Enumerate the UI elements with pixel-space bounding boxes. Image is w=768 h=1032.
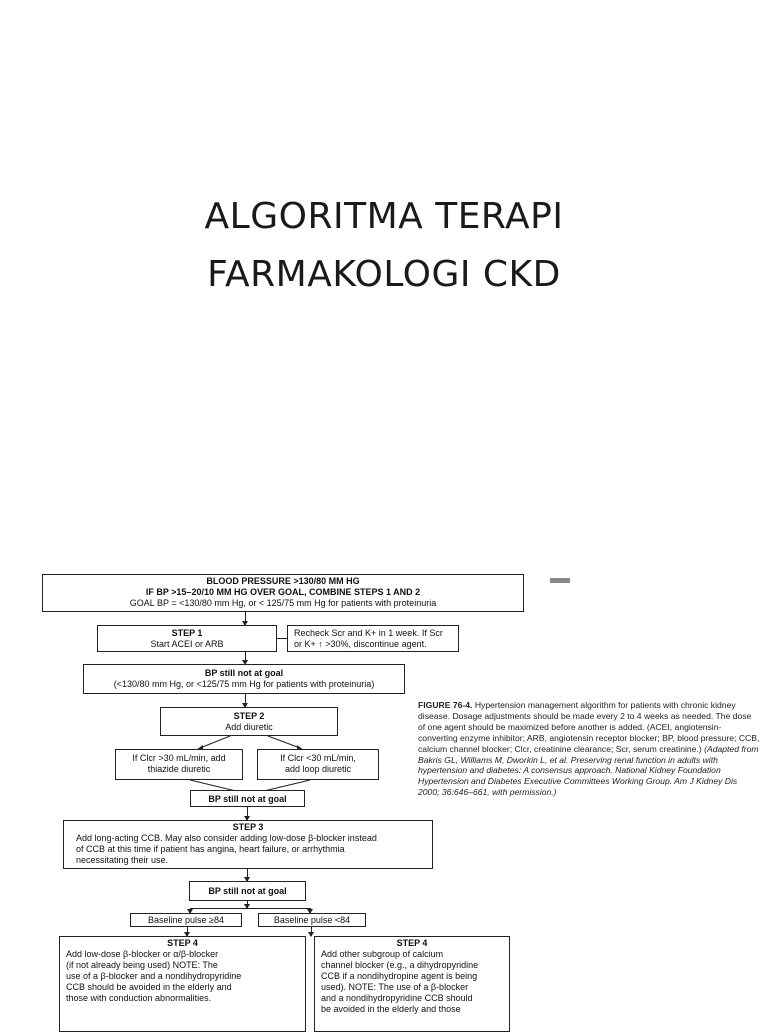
caption-text: Hypertension management algorithm for patients with chronic kidney disease. Dosage adjustments should be made every 2 to 4 weeks as needed. The dose of one agent should be maximized before another is added. (ACEI, angiotensin-converting enzyme inhibitor; ARB, angiotensin receptor blocker; BP, blood pressure; CCB, calcium channel blocker; Clcr, creatinine clearance; Scr, serum creatinine.) — [418, 700, 760, 754]
caption-source: (Adapted from Bakris GL, Williams M, Dworkin L, et al. Preserving renal function in adults with hypertension and diabetes: A consensus approach. National Kidney Foundation Hypertension and Diabetes Executive Committees Working Group. Am J Kidney Dis 2000; 36:646–661, with permission.) — [418, 743, 759, 798]
thiazide-line-2: thiazide diuretic — [147, 764, 211, 774]
slide-title-line-2: FARMAKOLOGI CKD — [207, 254, 561, 295]
step4-left-line-3: use of a β-blocker and a nondihydropyridine — [66, 971, 242, 981]
step4-left-line-5: those with conduction abnormalities. — [66, 993, 212, 1003]
step2-text: Add diuretic — [225, 722, 273, 732]
arrow — [247, 869, 248, 881]
step4-left-heading: STEP 4 — [167, 938, 198, 948]
step3-heading: STEP 3 — [232, 822, 264, 832]
step4-left-line-2: (if not already being used) NOTE: The — [66, 960, 218, 970]
recheck-line-2: or K+ ↑ >30%, discontinue agent. — [294, 639, 427, 649]
step3-line-3: necessitating their use. — [76, 855, 169, 865]
flowchart-figure — [0, 560, 768, 1024]
loop-box — [257, 749, 379, 780]
not-at-goal-2-text: BP still not at goal — [208, 794, 287, 804]
pulse-high-box — [130, 913, 242, 927]
arrow — [247, 901, 248, 908]
step4-right-line-1: Add other subgroup of calcium — [321, 949, 444, 959]
arrow — [311, 927, 312, 936]
step4-right-box — [314, 936, 510, 1032]
recheck-line-1: Recheck Scr and K+ in 1 week. If Scr — [294, 628, 443, 638]
slide-title — [0, 188, 768, 304]
not-at-goal-box-3 — [189, 881, 306, 901]
arrow — [187, 927, 188, 936]
caption-figure-label: FIGURE 76-4. — [418, 700, 473, 710]
step4-right-line-3: CCB if a nondihydropine agent is being — [321, 971, 478, 981]
step4-right-line-2: channel blocker (e.g., a dihydropyridine — [321, 960, 479, 970]
thiazide-line-1: If Clcr >30 mL/min, add — [132, 753, 226, 763]
not-at-goal-box-2 — [190, 790, 305, 807]
loop-line-2: add loop diuretic — [284, 764, 352, 774]
step3-box — [63, 820, 433, 869]
not-at-goal-1-heading: BP still not at goal — [204, 668, 284, 678]
pulse-low-box — [258, 913, 366, 927]
not-at-goal-3-text: BP still not at goal — [208, 886, 287, 896]
step1-heading: STEP 1 — [171, 628, 203, 638]
step4-left-line-4: CCB should be avoided in the elderly and — [66, 982, 232, 992]
step4-right-line-6: be avoided in the elderly and those — [321, 1004, 461, 1014]
pulse-low-text: Baseline pulse <84 — [273, 915, 351, 925]
not-at-goal-1-detail: (<130/80 mm Hg, or <125/75 mm Hg for patients with proteinuria) — [113, 679, 375, 689]
top-line-1: BLOOD PRESSURE >130/80 MM HG — [206, 576, 360, 586]
step2-heading: STEP 2 — [233, 711, 265, 721]
step4-right-heading: STEP 4 — [396, 938, 428, 948]
step1-text: Start ACEI or ARB — [150, 639, 224, 649]
slide-title-line-1: ALGORITMA TERAPI — [204, 196, 564, 237]
thiazide-box — [115, 749, 243, 780]
figure-caption — [418, 700, 760, 798]
top-line-2: IF BP >15–20/10 MM HG OVER GOAL, COMBINE STEPS 1 AND 2 — [145, 587, 421, 597]
step3-line-1: Add long-acting CCB. May also consider adding low-dose β-blocker instead — [76, 833, 377, 843]
step4-right-line-4: used). NOTE: The use of a β-blocker — [321, 982, 469, 992]
step4-left-box — [59, 936, 306, 1032]
loop-line-1: If Clcr <30 mL/min, — [280, 753, 356, 763]
pulse-high-text: Baseline pulse ≥84 — [148, 915, 224, 925]
arrow — [247, 807, 248, 820]
step4-left-line-1: Add low-dose β-blocker or α/β-blocker — [66, 949, 219, 959]
connector — [190, 908, 310, 909]
top-line-3: GOAL BP = <130/80 mm Hg, or < 125/75 mm Hg for patients with proteinuria — [129, 598, 437, 608]
step4-right-line-5: and a nondihydropyridine CCB should — [321, 993, 473, 1003]
step3-line-2: of CCB at this time if patient has angina, heart failure, or arrhythmia — [76, 844, 345, 854]
